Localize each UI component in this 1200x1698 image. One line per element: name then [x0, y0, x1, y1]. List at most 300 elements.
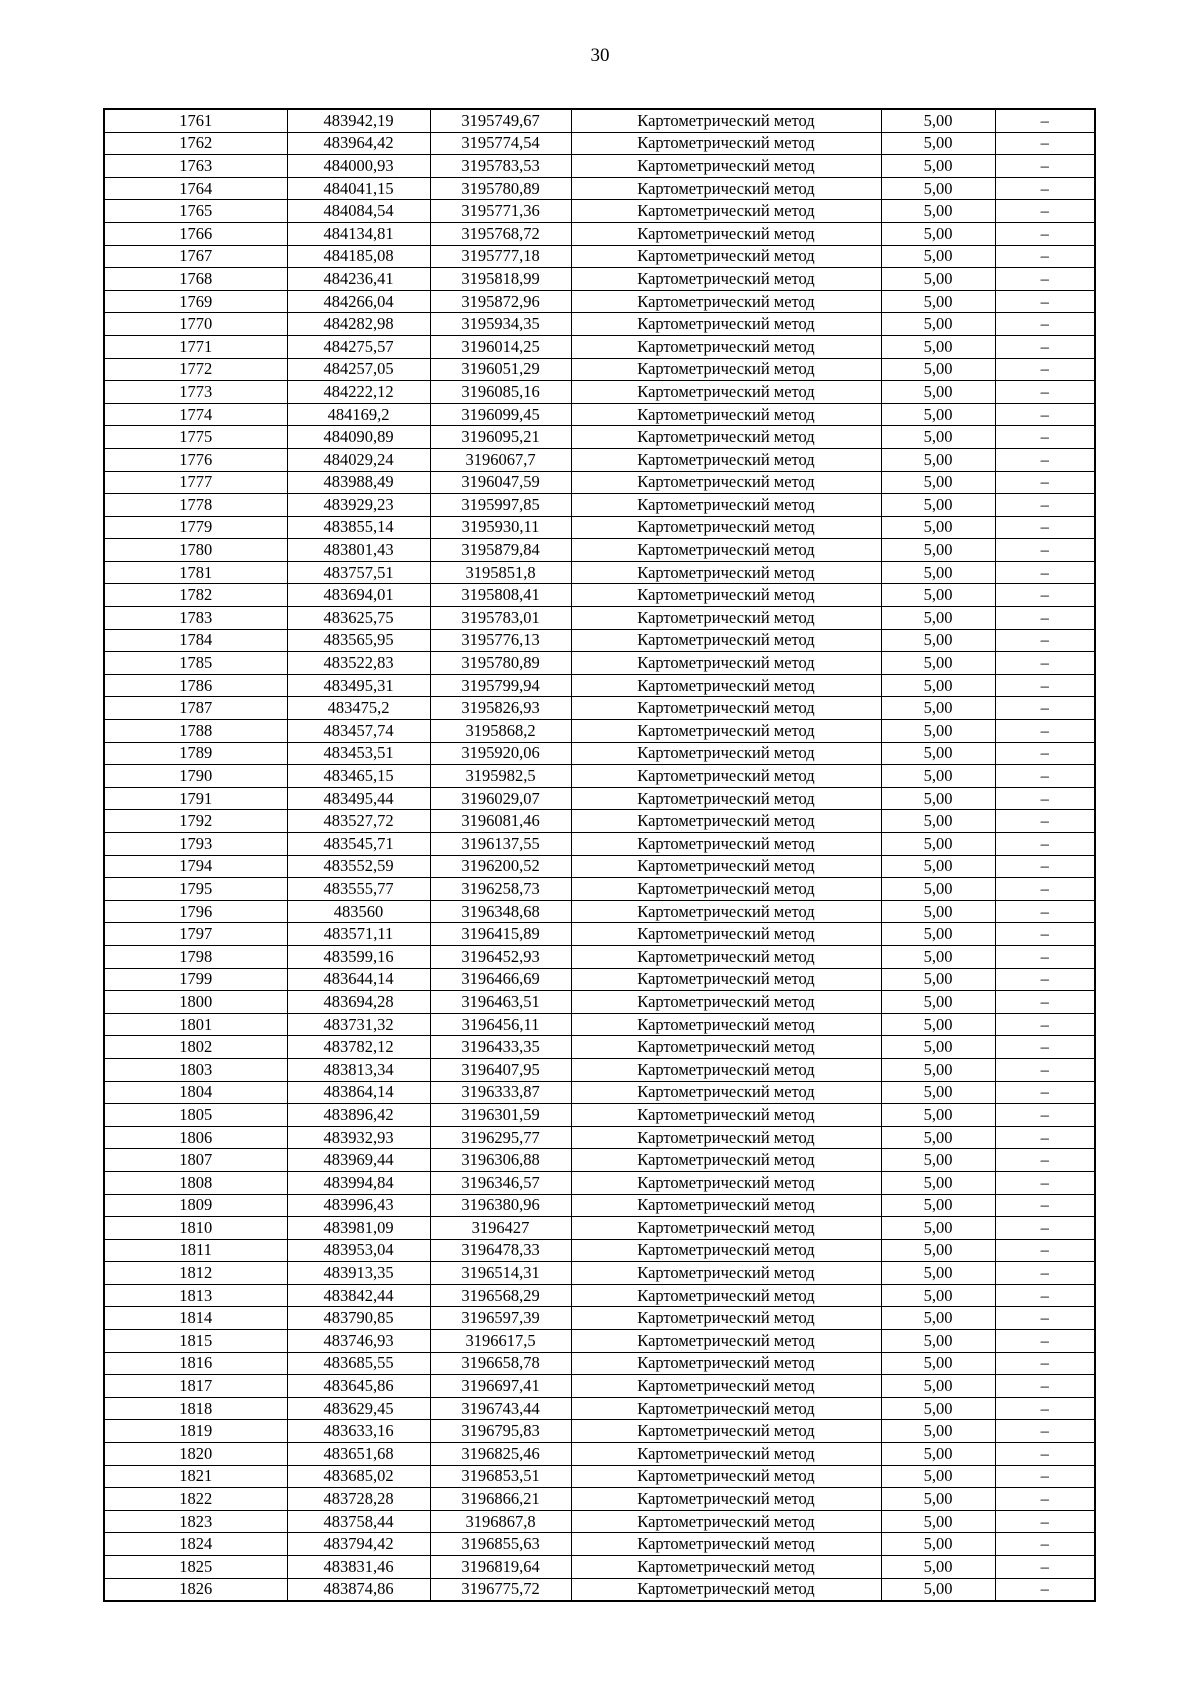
accuracy-cell: 5,00	[881, 787, 995, 810]
method-cell: Картометрический метод	[571, 1262, 881, 1285]
table-row	[104, 1397, 1095, 1420]
y-coordinate-cell: 3195774,54	[430, 132, 571, 155]
method-cell: Картометрический метод	[571, 313, 881, 336]
method-cell: Картометрический метод	[571, 1578, 881, 1601]
method-cell: Картометрический метод	[571, 1510, 881, 1533]
point-number-cell: 1812	[104, 1262, 287, 1285]
point-number-cell: 1789	[104, 742, 287, 765]
table-row	[104, 1284, 1095, 1307]
method-cell: Картометрический метод	[571, 132, 881, 155]
accuracy-cell: 5,00	[881, 1443, 995, 1466]
method-cell: Картометрический метод	[571, 629, 881, 652]
y-coordinate-cell: 3195872,96	[430, 290, 571, 313]
table-row	[104, 1352, 1095, 1375]
note-cell: –	[995, 381, 1095, 404]
table-row	[104, 923, 1095, 946]
x-coordinate-cell: 483988,49	[287, 471, 430, 494]
accuracy-cell: 5,00	[881, 1307, 995, 1330]
table-row	[104, 381, 1095, 404]
note-cell: –	[995, 810, 1095, 833]
table-row	[104, 833, 1095, 856]
accuracy-cell: 5,00	[881, 1081, 995, 1104]
y-coordinate-cell: 3195818,99	[430, 268, 571, 291]
method-cell: Картометрический метод	[571, 1126, 881, 1149]
table-row	[104, 742, 1095, 765]
point-number-cell: 1782	[104, 584, 287, 607]
table-row	[104, 1262, 1095, 1285]
y-coordinate-cell: 3195776,13	[430, 629, 571, 652]
x-coordinate-cell: 483758,44	[287, 1510, 430, 1533]
note-cell: –	[995, 516, 1095, 539]
method-cell: Картометрический метод	[571, 1533, 881, 1556]
note-cell: –	[995, 1533, 1095, 1556]
table-row	[104, 787, 1095, 810]
note-cell: –	[995, 968, 1095, 991]
x-coordinate-cell: 483571,11	[287, 923, 430, 946]
point-number-cell: 1814	[104, 1307, 287, 1330]
point-number-cell: 1820	[104, 1443, 287, 1466]
table-row	[104, 109, 1095, 132]
y-coordinate-cell: 3195851,8	[430, 561, 571, 584]
y-coordinate-cell: 3196853,51	[430, 1465, 571, 1488]
point-number-cell: 1824	[104, 1533, 287, 1556]
table-row	[104, 968, 1095, 991]
table-row	[104, 1375, 1095, 1398]
method-cell: Картометрический метод	[571, 833, 881, 856]
table-row	[104, 335, 1095, 358]
accuracy-cell: 5,00	[881, 1465, 995, 1488]
x-coordinate-cell: 483929,23	[287, 494, 430, 517]
page-number: 30	[590, 45, 610, 66]
accuracy-cell: 5,00	[881, 607, 995, 630]
y-coordinate-cell: 3196617,5	[430, 1330, 571, 1353]
accuracy-cell: 5,00	[881, 1397, 995, 1420]
note-cell: –	[995, 629, 1095, 652]
point-number-cell: 1818	[104, 1397, 287, 1420]
accuracy-cell: 5,00	[881, 1194, 995, 1217]
point-number-cell: 1822	[104, 1488, 287, 1511]
method-cell: Картометрический метод	[571, 742, 881, 765]
accuracy-cell: 5,00	[881, 584, 995, 607]
y-coordinate-cell: 3195879,84	[430, 539, 571, 562]
x-coordinate-cell: 483685,02	[287, 1465, 430, 1488]
note-cell: –	[995, 1194, 1095, 1217]
table-row	[104, 1194, 1095, 1217]
accuracy-cell: 5,00	[881, 1488, 995, 1511]
table-row	[104, 1149, 1095, 1172]
table-row	[104, 1556, 1095, 1579]
y-coordinate-cell: 3195934,35	[430, 313, 571, 336]
accuracy-cell: 5,00	[881, 855, 995, 878]
table-row	[104, 1239, 1095, 1262]
accuracy-cell: 5,00	[881, 268, 995, 291]
note-cell: –	[995, 109, 1095, 132]
note-cell: –	[995, 1081, 1095, 1104]
accuracy-cell: 5,00	[881, 358, 995, 381]
table-row	[104, 1126, 1095, 1149]
y-coordinate-cell: 3196866,21	[430, 1488, 571, 1511]
method-cell: Картометрический метод	[571, 1058, 881, 1081]
table-row	[104, 1013, 1095, 1036]
note-cell: –	[995, 1443, 1095, 1466]
point-number-cell: 1781	[104, 561, 287, 584]
point-number-cell: 1793	[104, 833, 287, 856]
y-coordinate-cell: 3196478,33	[430, 1239, 571, 1262]
x-coordinate-cell: 483552,59	[287, 855, 430, 878]
note-cell: –	[995, 674, 1095, 697]
y-coordinate-cell: 3196301,59	[430, 1104, 571, 1127]
x-coordinate-cell: 483746,93	[287, 1330, 430, 1353]
point-number-cell: 1823	[104, 1510, 287, 1533]
y-coordinate-cell: 3195808,41	[430, 584, 571, 607]
x-coordinate-cell: 484266,04	[287, 290, 430, 313]
point-number-cell: 1773	[104, 381, 287, 404]
note-cell: –	[995, 765, 1095, 788]
accuracy-cell: 5,00	[881, 109, 995, 132]
accuracy-cell: 5,00	[881, 132, 995, 155]
y-coordinate-cell: 3196407,95	[430, 1058, 571, 1081]
point-number-cell: 1795	[104, 878, 287, 901]
point-number-cell: 1792	[104, 810, 287, 833]
y-coordinate-cell: 3196348,68	[430, 900, 571, 923]
y-coordinate-cell: 3195930,11	[430, 516, 571, 539]
method-cell: Картометрический метод	[571, 787, 881, 810]
method-cell: Картометрический метод	[571, 720, 881, 743]
note-cell: –	[995, 1171, 1095, 1194]
point-number-cell: 1769	[104, 290, 287, 313]
method-cell: Картометрический метод	[571, 900, 881, 923]
accuracy-cell: 5,00	[881, 561, 995, 584]
y-coordinate-cell: 3196855,63	[430, 1533, 571, 1556]
y-coordinate-cell: 3196697,41	[430, 1375, 571, 1398]
accuracy-cell: 5,00	[881, 1533, 995, 1556]
point-number-cell: 1785	[104, 652, 287, 675]
accuracy-cell: 5,00	[881, 1058, 995, 1081]
y-coordinate-cell: 3196463,51	[430, 991, 571, 1014]
method-cell: Картометрический метод	[571, 584, 881, 607]
method-cell: Картометрический метод	[571, 1330, 881, 1353]
y-coordinate-cell: 3196380,96	[430, 1194, 571, 1217]
point-number-cell: 1784	[104, 629, 287, 652]
y-coordinate-cell: 3196306,88	[430, 1149, 571, 1172]
method-cell: Картометрический метод	[571, 1284, 881, 1307]
note-cell: –	[995, 697, 1095, 720]
table-row	[104, 268, 1095, 291]
note-cell: –	[995, 1262, 1095, 1285]
note-cell: –	[995, 1330, 1095, 1353]
x-coordinate-cell: 483545,71	[287, 833, 430, 856]
x-coordinate-cell: 483599,16	[287, 945, 430, 968]
y-coordinate-cell: 3196825,46	[430, 1443, 571, 1466]
point-number-cell: 1807	[104, 1149, 287, 1172]
point-number-cell: 1794	[104, 855, 287, 878]
table-row	[104, 1171, 1095, 1194]
x-coordinate-cell: 483527,72	[287, 810, 430, 833]
x-coordinate-cell: 483932,93	[287, 1126, 430, 1149]
y-coordinate-cell: 3196099,45	[430, 403, 571, 426]
note-cell: –	[995, 1420, 1095, 1443]
point-number-cell: 1811	[104, 1239, 287, 1262]
table-row	[104, 155, 1095, 178]
point-number-cell: 1806	[104, 1126, 287, 1149]
y-coordinate-cell: 3195749,67	[430, 109, 571, 132]
x-coordinate-cell: 483831,46	[287, 1556, 430, 1579]
point-number-cell: 1762	[104, 132, 287, 155]
method-cell: Картометрический метод	[571, 1171, 881, 1194]
method-cell: Картометрический метод	[571, 607, 881, 630]
point-number-cell: 1771	[104, 335, 287, 358]
y-coordinate-cell: 3196067,7	[430, 448, 571, 471]
note-cell: –	[995, 1488, 1095, 1511]
accuracy-cell: 5,00	[881, 720, 995, 743]
point-number-cell: 1803	[104, 1058, 287, 1081]
table-row	[104, 403, 1095, 426]
y-coordinate-cell: 3195997,85	[430, 494, 571, 517]
table-row	[104, 652, 1095, 675]
x-coordinate-cell: 483453,51	[287, 742, 430, 765]
x-coordinate-cell: 483855,14	[287, 516, 430, 539]
method-cell: Картометрический метод	[571, 1013, 881, 1036]
y-coordinate-cell: 3196867,8	[430, 1510, 571, 1533]
method-cell: Картометрический метод	[571, 1217, 881, 1240]
method-cell: Картометрический метод	[571, 1307, 881, 1330]
table-row	[104, 448, 1095, 471]
table-row	[104, 1465, 1095, 1488]
y-coordinate-cell: 3196095,21	[430, 426, 571, 449]
y-coordinate-cell: 3195799,94	[430, 674, 571, 697]
x-coordinate-cell: 483964,42	[287, 132, 430, 155]
method-cell: Картометрический метод	[571, 1239, 881, 1262]
note-cell: –	[995, 1217, 1095, 1240]
accuracy-cell: 5,00	[881, 494, 995, 517]
point-number-cell: 1761	[104, 109, 287, 132]
accuracy-cell: 5,00	[881, 991, 995, 1014]
y-coordinate-cell: 3195920,06	[430, 742, 571, 765]
note-cell: –	[995, 1149, 1095, 1172]
method-cell: Картометрический метод	[571, 335, 881, 358]
method-cell: Картометрический метод	[571, 109, 881, 132]
method-cell: Картометрический метод	[571, 381, 881, 404]
accuracy-cell: 5,00	[881, 1013, 995, 1036]
y-coordinate-cell: 3196085,16	[430, 381, 571, 404]
method-cell: Картометрический метод	[571, 539, 881, 562]
x-coordinate-cell: 483790,85	[287, 1307, 430, 1330]
note-cell: –	[995, 878, 1095, 901]
method-cell: Картометрический метод	[571, 810, 881, 833]
x-coordinate-cell: 483864,14	[287, 1081, 430, 1104]
x-coordinate-cell: 483644,14	[287, 968, 430, 991]
point-number-cell: 1783	[104, 607, 287, 630]
point-number-cell: 1816	[104, 1352, 287, 1375]
method-cell: Картометрический метод	[571, 991, 881, 1014]
note-cell: –	[995, 720, 1095, 743]
note-cell: –	[995, 426, 1095, 449]
table-row	[104, 494, 1095, 517]
table-row	[104, 810, 1095, 833]
x-coordinate-cell: 483874,86	[287, 1578, 430, 1601]
note-cell: –	[995, 1510, 1095, 1533]
table-row	[104, 426, 1095, 449]
y-coordinate-cell: 3195777,18	[430, 245, 571, 268]
accuracy-cell: 5,00	[881, 222, 995, 245]
y-coordinate-cell: 3196514,31	[430, 1262, 571, 1285]
point-number-cell: 1788	[104, 720, 287, 743]
note-cell: –	[995, 584, 1095, 607]
note-cell: –	[995, 132, 1095, 155]
point-number-cell: 1804	[104, 1081, 287, 1104]
method-cell: Картометрический метод	[571, 155, 881, 178]
x-coordinate-cell: 483522,83	[287, 652, 430, 675]
point-number-cell: 1801	[104, 1013, 287, 1036]
accuracy-cell: 5,00	[881, 1126, 995, 1149]
x-coordinate-cell: 483728,28	[287, 1488, 430, 1511]
point-number-cell: 1800	[104, 991, 287, 1014]
x-coordinate-cell: 483731,32	[287, 1013, 430, 1036]
x-coordinate-cell: 483896,42	[287, 1104, 430, 1127]
point-number-cell: 1797	[104, 923, 287, 946]
x-coordinate-cell: 483782,12	[287, 1036, 430, 1059]
table-row	[104, 561, 1095, 584]
accuracy-cell: 5,00	[881, 629, 995, 652]
y-coordinate-cell: 3196452,93	[430, 945, 571, 968]
note-cell: –	[995, 1352, 1095, 1375]
accuracy-cell: 5,00	[881, 652, 995, 675]
method-cell: Картометрический метод	[571, 200, 881, 223]
accuracy-cell: 5,00	[881, 1578, 995, 1601]
note-cell: –	[995, 742, 1095, 765]
note-cell: –	[995, 155, 1095, 178]
coordinates-table	[103, 108, 1096, 1602]
table-row	[104, 516, 1095, 539]
table-row	[104, 945, 1095, 968]
x-coordinate-cell: 484029,24	[287, 448, 430, 471]
accuracy-cell: 5,00	[881, 1510, 995, 1533]
y-coordinate-cell: 3196051,29	[430, 358, 571, 381]
note-cell: –	[995, 245, 1095, 268]
note-cell: –	[995, 335, 1095, 358]
y-coordinate-cell: 3196258,73	[430, 878, 571, 901]
y-coordinate-cell: 3196346,57	[430, 1171, 571, 1194]
point-number-cell: 1810	[104, 1217, 287, 1240]
note-cell: –	[995, 471, 1095, 494]
method-cell: Картометрический метод	[571, 1149, 881, 1172]
y-coordinate-cell: 3196415,89	[430, 923, 571, 946]
method-cell: Картометрический метод	[571, 1104, 881, 1127]
point-number-cell: 1766	[104, 222, 287, 245]
accuracy-cell: 5,00	[881, 1036, 995, 1059]
y-coordinate-cell: 3196427	[430, 1217, 571, 1240]
accuracy-cell: 5,00	[881, 900, 995, 923]
method-cell: Картометрический метод	[571, 403, 881, 426]
accuracy-cell: 5,00	[881, 1239, 995, 1262]
y-coordinate-cell: 3196333,87	[430, 1081, 571, 1104]
x-coordinate-cell: 483913,35	[287, 1262, 430, 1285]
accuracy-cell: 5,00	[881, 833, 995, 856]
y-coordinate-cell: 3196466,69	[430, 968, 571, 991]
x-coordinate-cell: 483942,19	[287, 109, 430, 132]
table-row	[104, 313, 1095, 336]
note-cell: –	[995, 268, 1095, 291]
note-cell: –	[995, 1104, 1095, 1127]
method-cell: Картометрический метод	[571, 426, 881, 449]
accuracy-cell: 5,00	[881, 1149, 995, 1172]
table-row	[104, 539, 1095, 562]
accuracy-cell: 5,00	[881, 1375, 995, 1398]
x-coordinate-cell: 484000,93	[287, 155, 430, 178]
table-row	[104, 1330, 1095, 1353]
point-number-cell: 1796	[104, 900, 287, 923]
accuracy-cell: 5,00	[881, 1104, 995, 1127]
note-cell: –	[995, 900, 1095, 923]
note-cell: –	[995, 200, 1095, 223]
table-body	[104, 109, 1095, 1601]
x-coordinate-cell: 483555,77	[287, 878, 430, 901]
accuracy-cell: 5,00	[881, 1217, 995, 1240]
x-coordinate-cell: 483842,44	[287, 1284, 430, 1307]
point-number-cell: 1764	[104, 177, 287, 200]
method-cell: Картометрический метод	[571, 1488, 881, 1511]
table-row	[104, 1036, 1095, 1059]
x-coordinate-cell: 483994,84	[287, 1171, 430, 1194]
table-row	[104, 1533, 1095, 1556]
accuracy-cell: 5,00	[881, 945, 995, 968]
accuracy-cell: 5,00	[881, 810, 995, 833]
y-coordinate-cell: 3196137,55	[430, 833, 571, 856]
table-row	[104, 471, 1095, 494]
x-coordinate-cell: 483694,28	[287, 991, 430, 1014]
note-cell: –	[995, 945, 1095, 968]
y-coordinate-cell: 3195783,53	[430, 155, 571, 178]
table-row	[104, 855, 1095, 878]
note-cell: –	[995, 494, 1095, 517]
table-row	[104, 290, 1095, 313]
point-number-cell: 1799	[104, 968, 287, 991]
x-coordinate-cell: 484185,08	[287, 245, 430, 268]
point-number-cell: 1798	[104, 945, 287, 968]
x-coordinate-cell: 483651,68	[287, 1443, 430, 1466]
method-cell: Картометрический метод	[571, 1036, 881, 1059]
y-coordinate-cell: 3195780,89	[430, 177, 571, 200]
method-cell: Картометрический метод	[571, 1375, 881, 1398]
table-row	[104, 720, 1095, 743]
note-cell: –	[995, 1058, 1095, 1081]
point-number-cell: 1787	[104, 697, 287, 720]
note-cell: –	[995, 1465, 1095, 1488]
method-cell: Картометрический метод	[571, 561, 881, 584]
point-number-cell: 1825	[104, 1556, 287, 1579]
x-coordinate-cell: 483560	[287, 900, 430, 923]
table-row	[104, 245, 1095, 268]
accuracy-cell: 5,00	[881, 1420, 995, 1443]
x-coordinate-cell: 483794,42	[287, 1533, 430, 1556]
accuracy-cell: 5,00	[881, 742, 995, 765]
note-cell: –	[995, 561, 1095, 584]
x-coordinate-cell: 484169,2	[287, 403, 430, 426]
y-coordinate-cell: 3196597,39	[430, 1307, 571, 1330]
point-number-cell: 1770	[104, 313, 287, 336]
note-cell: –	[995, 358, 1095, 381]
method-cell: Картометрический метод	[571, 494, 881, 517]
method-cell: Картометрический метод	[571, 1352, 881, 1375]
method-cell: Картометрический метод	[571, 1465, 881, 1488]
x-coordinate-cell: 483629,45	[287, 1397, 430, 1420]
note-cell: –	[995, 290, 1095, 313]
x-coordinate-cell: 483757,51	[287, 561, 430, 584]
x-coordinate-cell: 483475,2	[287, 697, 430, 720]
table-row	[104, 1488, 1095, 1511]
x-coordinate-cell: 483645,86	[287, 1375, 430, 1398]
accuracy-cell: 5,00	[881, 155, 995, 178]
